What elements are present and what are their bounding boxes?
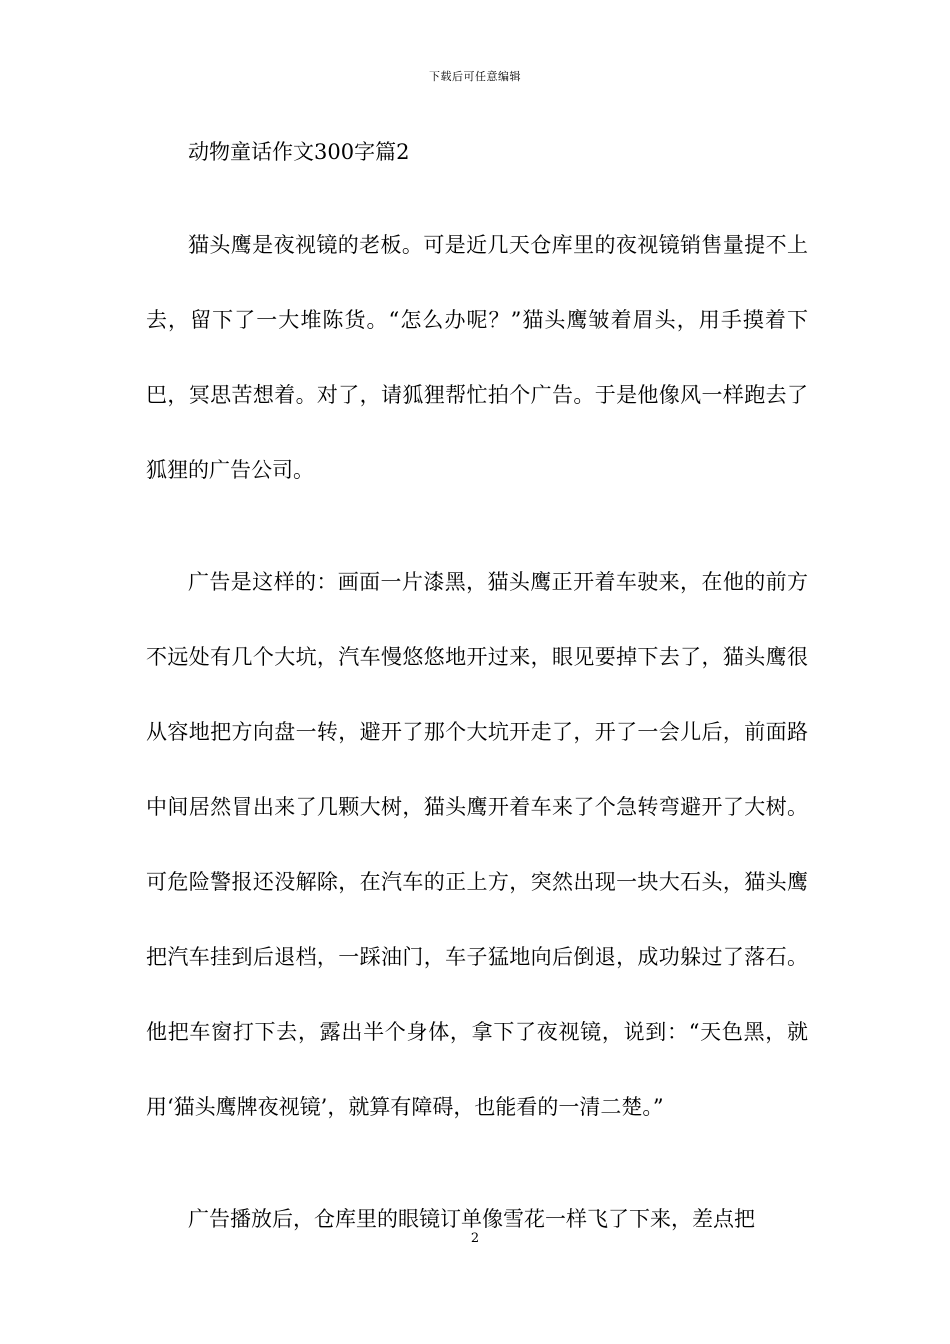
document-body [146, 133, 808, 1294]
paragraph-2: 广告是这样的：画面一片漆黑，猫头鹰正开着车驶来，在他的前方不远处有几个大坑，汽车慢悠悠地开过来，眼见要掉下去了，猫头鹰很从容地把方向盘一转，避开了那个大坑开走了，开了一会儿后，前面路中间居然冒出来了几颗大树，猫头鹰开着车来了个急转弯避开了大树。可危险警报还没解除，在汽车的正上方，突然出现一块大石头，猫头鹰把汽车挂到后退档，一踩油门，车子猛地向后倒退，成功躲过了落石。他把车窗打下去，露出半个身体，拿下了夜视镜，说到：“天色黑，就用‘猫头鹰牌夜视镜’，就算有障碍，也能看的一清二楚。” [146, 570, 808, 1119]
document-title: 动物童话作文300字篇2 [188, 140, 410, 164]
page-number: 2 [470, 1231, 480, 1246]
spacer [146, 171, 808, 208]
header-note: 下载后可任意编辑 [429, 70, 521, 83]
paragraph-3: 广告播放后，仓库里的眼镜订单像雪花一样飞了下来，差点把 [188, 1207, 755, 1231]
paragraph-1: 猫头鹰是夜视镜的老板。可是近几天仓库里的夜视镜销售量提不上去，留下了一大堆陈货。“怎么办呢？”猫头鹰皱着眉头，用手摸着下巴，冥思苦想着。对了，请狐狸帮忙拍个广告。于是他像风一样跑去了狐狸的广告公司。 [146, 233, 808, 482]
